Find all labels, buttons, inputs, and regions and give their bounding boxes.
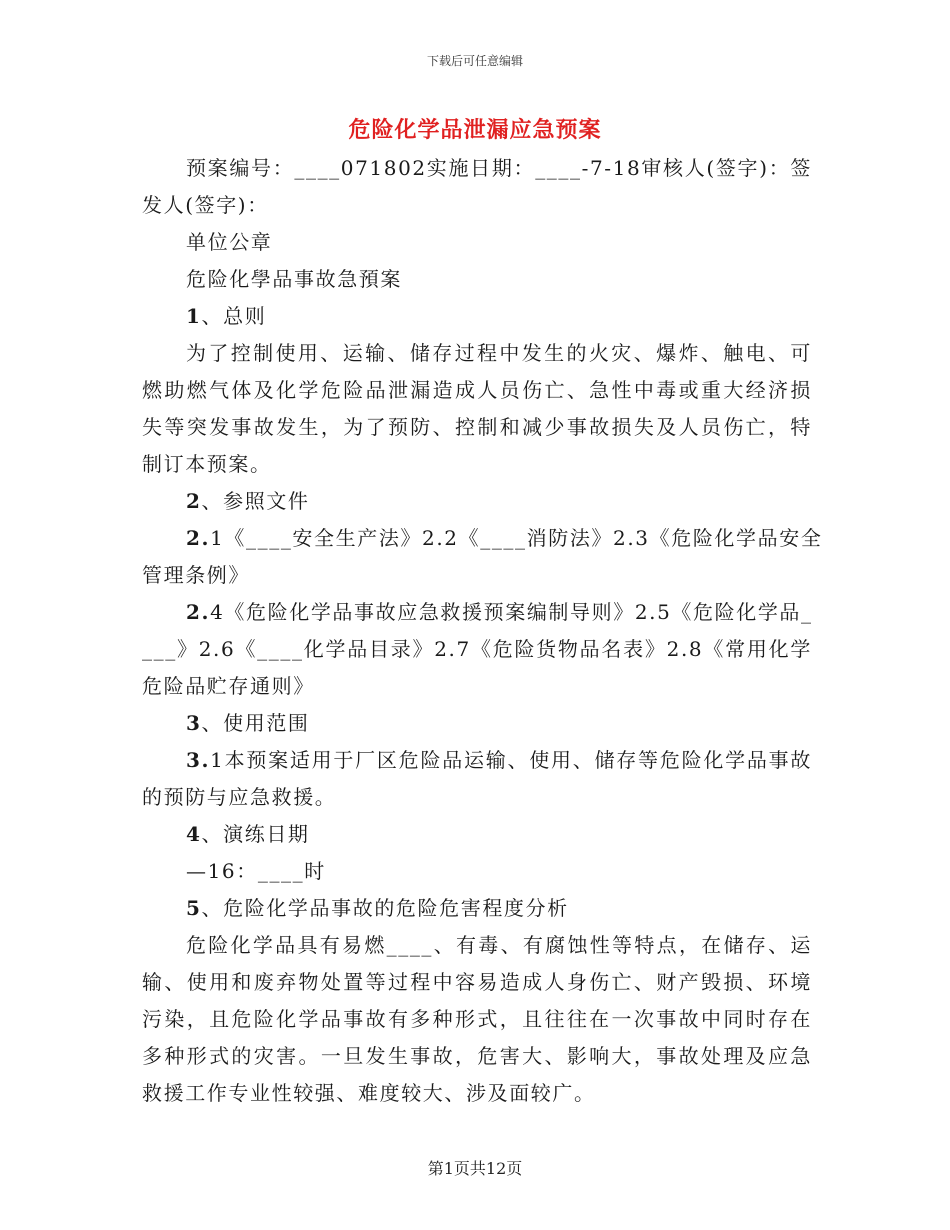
plan-info-line-2: 发人(签字)： [142,193,269,217]
section-title: 、使用范围 [201,711,310,735]
plan-info-line-1: 预案编号：____071802实施日期：____-7-18审核人(签字)：签 [186,156,812,180]
item-text: 1《____安全生产法》2.2《____消防法》2.3《危险化学品安全 [210,526,823,550]
page-header: 下载后可任意编辑 [426,54,523,68]
reference-line [142,594,812,631]
paragraph-line: 污染，且危险化学品事故有多种形式，且往往在一次事故中同时存在 [142,1007,812,1031]
item-number: 2. [186,526,211,550]
paragraph-line: 失等突发事故发生，为了预防、控制和减少事故损失及人员伤亡，特 [142,415,812,439]
item-text: 1本预案适用于厂区危险品运输、使用、储存等危险化学品事故 [210,748,812,772]
paragraph-line: 为了控制使用、运输、储存过程中发生的火灾、爆炸、触电、可 [186,341,812,365]
reference-line: ___》2.6《____化学品目录》2.7《危险货物品名表》2.8《常用化学 [142,637,812,661]
section-number: 3 [186,711,202,735]
item-number: 2. [186,600,211,624]
section-title: 、演练日期 [201,822,310,846]
section-number: 4 [186,822,202,846]
page-footer: 第1页共12页 [427,1159,523,1178]
paragraph-line: 制订本预案。 [142,452,272,476]
unit-seal-label: 单位公章 [186,230,273,254]
scope-line: 的预防与应急救援。 [142,785,337,809]
section-title: 、总则 [201,304,267,328]
item-text: 4《危险化学品事故应急救援预案编制导则》2.5《危险化学品_ [210,600,813,624]
document-body [142,150,823,1112]
reference-line: 管理条例》 [142,563,250,587]
section-title: 、参照文件 [201,489,310,513]
section-2-heading [142,483,812,520]
section-number: 5 [186,896,202,920]
item-number: 3. [186,748,211,772]
section-number: 2 [186,489,202,513]
section-5-heading [142,890,812,927]
section-title: 、危险化学品事故的危险危害程度分析 [201,896,569,920]
section-1-heading [142,298,812,335]
scope-line [142,742,812,779]
section-3-heading [142,705,812,742]
paragraph-line: 多种形式的灾害。一旦发生事故，危害大、影响大，事故处理及应急 [142,1044,812,1068]
paragraph-line: 燃助燃气体及化学危险品泄漏造成人员伤亡、急性中毒或重大经济损 [142,378,812,402]
subtitle-traditional: 危险化學品事故急預案 [186,267,402,291]
paragraph-line: 输、使用和废弃物处置等过程中容易造成人身伤亡、财产毁损、环境 [142,970,812,994]
reference-line [142,520,823,557]
section-4-heading [142,816,812,853]
document-title: 危险化学品泄漏应急预案 [348,117,602,143]
reference-line: 危险品贮存通则》 [142,674,315,698]
paragraph-line: 危险化学品具有易燃____、有毒、有腐蚀性等特点，在储存、运 [186,933,812,957]
paragraph-line: 救援工作专业性较强、难度较大、涉及面较广。 [142,1081,596,1105]
drill-date-line: —16：____时 [186,859,326,883]
section-number: 1 [186,304,202,328]
